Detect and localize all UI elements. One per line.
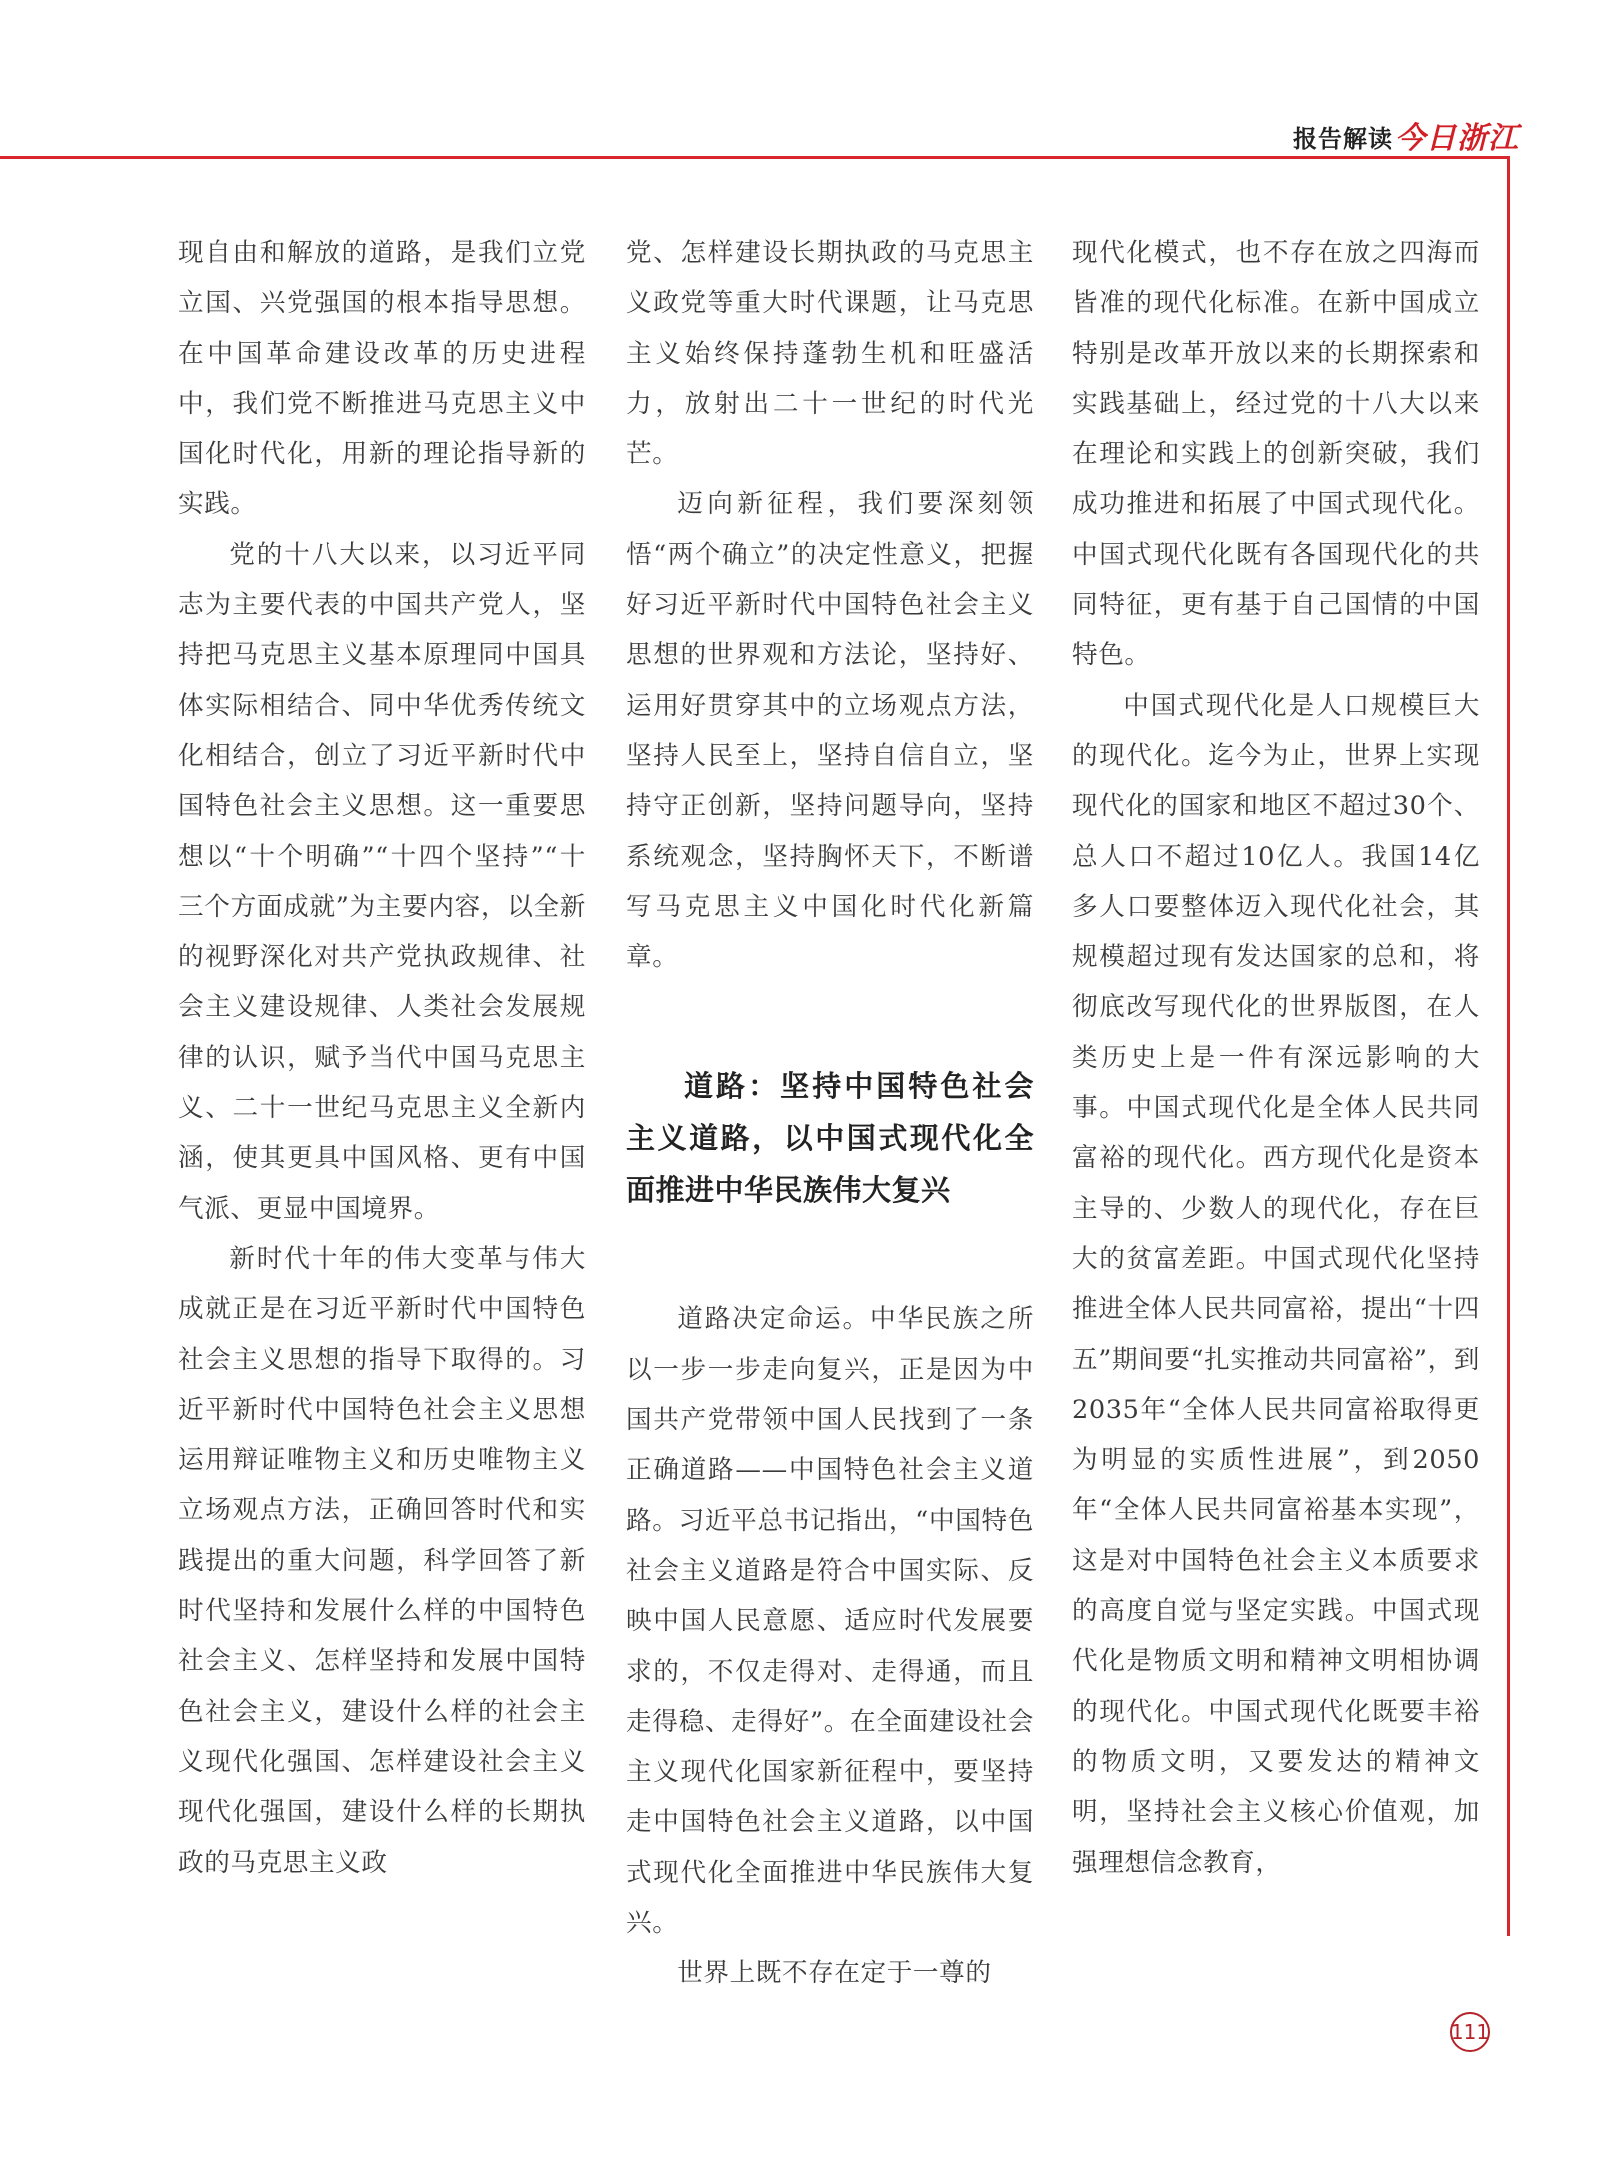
paragraph: 中国式现代化是人口规模巨大的现代化。迄今为止，世界上实现现代化的国家和地区不超过30个、总人口不超过10亿人。我国14亿多人口要整体迈入现代化社会，其规模超过现有发达国家的总和，将彻底改写现代化的世界版图，在人类历史上是一件有深远影响的大事。中国式现代化是全体人民共同富裕的现代化。西方现代化是资本主导的、少数人的现代化，存在巨大的贫富差距。中国式现代化坚持推进全体人民共同富裕，提出“十四五”期间要“扎实推动共同富裕”，到2035年“全体人民共同富裕取得更为明显的实质性进展”，到2050年“全体人民共同富裕基本实现”，这是对中国特色社会主义本质要求的高度自觉与坚定实践。中国式现代化是物质文明和精神文明相协调的现代化。中国式现代化既要丰裕的物质文明，又要发达的精神文明，坚持社会主义核心价值观，加强理想信念教育，: [1072, 690, 1480, 1878]
magazine-logo: 今日浙江: [1395, 121, 1519, 156]
side-rule: [1507, 156, 1510, 1936]
paragraph: 党的十八大以来，以习近平同志为主要代表的中国共产党人，坚持把马克思主义基本原理同中国具体实际相结合、同中华优秀传统文化相结合，创立了习近平新时代中国特色社会主义思想。这一重要思想以“十个明确”“十四个坚持”“十三个方面成就”为主要内容，以全新的视野深化对共产党执政规律、社会主义建设规律、人类社会发展规律的认识，赋予当代中国马克思主义、二十一世纪马克思主义全新内涵，使其更具中国风格、更有中国气派、更显中国境界。: [178, 539, 586, 1224]
section-heading: 道路：坚持中国特色社会主义道路，以中国式现代化全面推进中华民族伟大复兴: [626, 1069, 1034, 1208]
paragraph: 党、怎样建设长期执政的马克思主义政党等重大时代课题，让马克思主义始终保持蓬勃生机和旺盛活力，放射出二十一世纪的时代光芒。: [626, 238, 1034, 470]
paragraph: 现代化模式，也不存在放之四海而皆准的现代化标准。在新中国成立特别是改革开放以来的长期探索和实践基础上，经过党的十八大以来在理论和实践上的创新突破，我们成功推进和拓展了中国式现代化。中国式现代化既有各国现代化的共同特征，更有基于自己国情的中国特色。: [1072, 238, 1480, 671]
paragraph: 世界上既不存在定于一尊的: [677, 1958, 992, 1989]
header-rule: [0, 156, 1510, 159]
paragraph: 现自由和解放的道路，是我们立党立国、兴党强国的根本指导思想。在中国革命建设改革的历史进程中，我们党不断推进马克思主义中国化时代化，用新的理论指导新的实践。: [178, 238, 586, 520]
paragraph: 道路决定命运。中华民族之所以一步一步走向复兴，正是因为中国共产党带领中国人民找到了一条正确道路——中国特色社会主义道路。习近平总书记指出，“中国特色社会主义道路是符合中国实际、反映中国人民意愿、适应时代发展要求的，不仅走得对、走得通，而且走得稳、走得好”。在全面建设社会主义现代化国家新征程中，要坚持走中国特色社会主义道路，以中国式现代化全面推进中华民族伟大复兴。: [626, 1304, 1034, 1939]
paragraph: 新时代十年的伟大变革与伟大成就正是在习近平新时代中国特色社会主义思想的指导下取得的。习近平新时代中国特色社会主义思想运用辩证唯物主义和历史唯物主义立场观点方法，正确回答时代和实践提出的重大问题，科学回答了新时代坚持和发展什么样的中国特色社会主义、怎样坚持和发展中国特色社会主义，建设什么样的社会主义现代化强国、怎样建设社会主义现代化强国，建设什么样的长期执政的马克思主义政: [178, 1243, 586, 1878]
article-column-3: [1072, 228, 1480, 1888]
article-column-2: [626, 228, 1034, 1999]
section-label: 报告解读: [1293, 125, 1393, 153]
paragraph: 迈向新征程，我们要深刻领悟“两个确立”的决定性意义，把握好习近平新时代中国特色社会主义思想的世界观和方法论，坚持好、运用好贯穿其中的立场观点方法，坚持人民至上，坚持自信自立，坚持守正创新，坚持问题导向，坚持系统观念，坚持胸怀天下，不断谱写马克思主义中国化时代化新篇章。: [626, 489, 1034, 973]
page-number: 111: [1450, 2012, 1490, 2052]
article-column-1: [178, 228, 586, 1888]
